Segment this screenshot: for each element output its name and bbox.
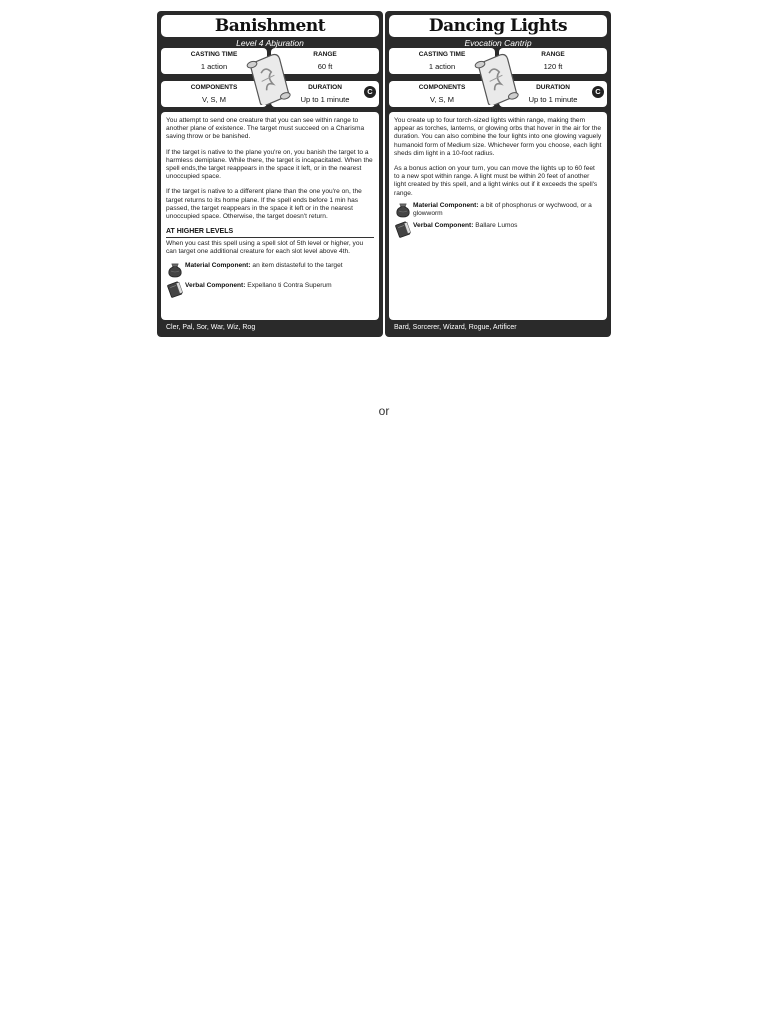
duration-value: Up to 1 minute [300,95,350,104]
card-title: Banishment [214,16,326,36]
verbal-component-row [394,220,602,238]
description-paragraph: If the target is native to a different plane than the one you're on, the target returns to its home plane. If the spell ends before 1 min has passed, the target reappears in the space it left or in the nearest unoccupied space. Otherwise, the target doesn't return. [166,188,362,221]
separator-text: or [378,404,390,418]
material-label: Material Component: [185,261,251,269]
components-label: COMPONENTS [190,84,238,91]
book-icon [394,220,412,238]
verbal-component-row [166,280,374,298]
verbal-value: Ballare Lumos [475,221,518,229]
description-paragraph: As a bonus action on your turn, you can move the lights up to 60 feet to a new spot within range. A light must be within 20 feet of another light created by this spell, and a light winks out if it exceeds the spell's range. [394,165,598,197]
range-label: RANGE [313,51,337,58]
card-title-box [389,15,607,37]
casting-time-value: 1 action [428,62,456,71]
casting-time-label: CASTING TIME [190,51,238,58]
description-paragraph: You create up to four torch-sized lights within range, making them appear as torches, lanterns, or glowing orbs that hover in the air for the duration. You can also combine the four lights into one glowing vaguely humanoid form of Medium size. Whichever form you choose, each light sheds dim light in a 10-foot radius. [394,117,602,157]
concentration-badge: C [364,86,376,98]
card-body [161,112,379,320]
components-label: COMPONENTS [418,84,466,91]
pouch-icon [394,200,412,218]
casting-time-value: 1 action [200,62,228,71]
verbal-label: Verbal Component: [413,221,474,229]
scroll-icon [245,51,293,105]
range-value: 60 ft [317,62,333,71]
material-component-row [394,200,602,218]
card-subtitle: Level 4 Abjuration [236,38,304,48]
material-value: an item distasteful to the target [252,261,343,269]
card-classes: Bard, Sorcerer, Wizard, Rogue, Artificer [394,324,517,331]
duration-label: DURATION [536,84,570,91]
range-value: 120 ft [543,62,563,71]
higher-levels-heading: AT HIGHER LEVELS [166,228,374,238]
concentration-badge: C [592,86,604,98]
verbal-label: Verbal Component: [185,281,246,289]
range-label: RANGE [541,51,565,58]
spell-card-dancing-lights [385,11,611,337]
card-classes: Cler, Pal, Sor, War, Wiz, Rog [166,324,256,331]
material-value: a bit of phosphorus or wychwood, or a glowworm [413,201,592,217]
description-paragraph: If the target is native to the plane you're on, you banish the target to a harmless demiplane. While there, the target is incapacitated. When the spell ends,the target reappears in the space it left, or in the nearest unoccupied space. [166,148,373,181]
material-component-row [166,260,374,278]
pouch-icon [166,260,184,278]
higher-levels-text: When you cast this spell using a spell slot of 5th level or higher, you can target one additional creature for each slot level above 4th. [166,240,364,256]
components-value: V, S, M [202,95,226,104]
duration-label: DURATION [308,84,342,91]
card-title-box [161,15,379,37]
card-title: Dancing Lights [428,16,568,36]
description-paragraph: You attempt to send one creature that you can see within range to another plane of existence. The target must succeed on a Charisma saving throw or be banished. [166,117,365,141]
card-body [389,112,607,320]
scroll-icon [473,51,521,105]
duration-value: Up to 1 minute [528,95,578,104]
card-subtitle: Evocation Cantrip [464,38,532,48]
material-label: Material Component: [413,201,479,209]
verbal-value: Expellano ti Contra Superum [247,281,332,289]
book-icon [166,280,184,298]
casting-time-label: CASTING TIME [418,51,466,58]
components-value: V, S, M [430,95,454,104]
spell-card-banishment [157,11,383,337]
